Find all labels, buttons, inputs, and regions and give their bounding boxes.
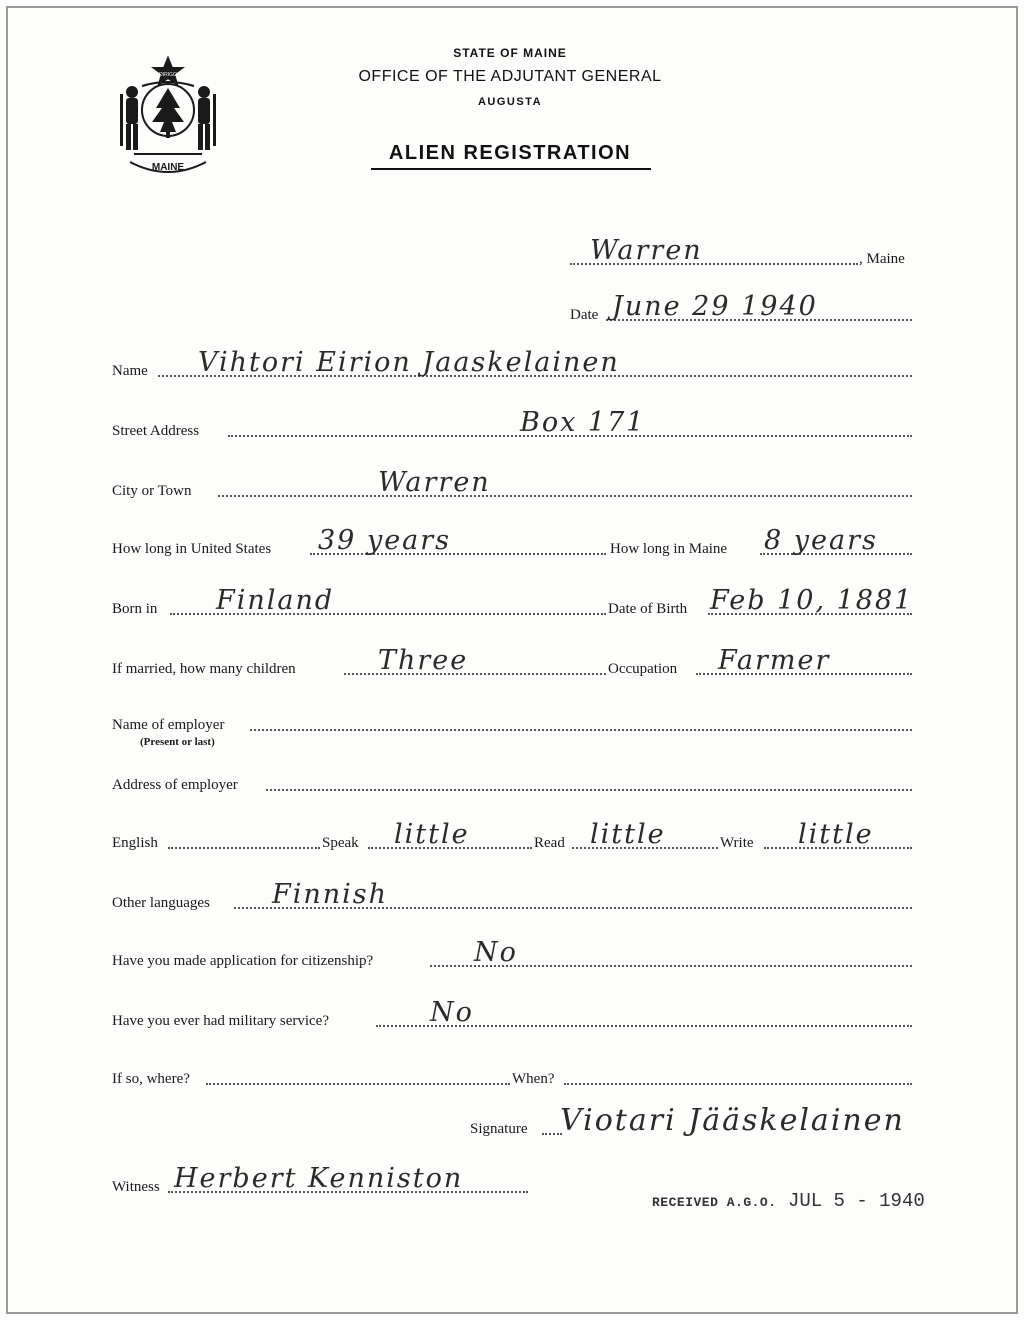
write-label: Write (720, 835, 754, 851)
city-row (112, 460, 912, 500)
residence-row (112, 518, 912, 558)
header-city: AUGUSTA (477, 96, 543, 108)
when-line (564, 1083, 912, 1085)
seal-banner-text: MAINE (151, 162, 185, 173)
born-value: Finland (216, 585, 335, 616)
us-duration-value: 39 years (318, 525, 452, 556)
signature-label: Signature (470, 1121, 528, 1137)
received-stamp (652, 1190, 925, 1212)
name-value: Vihtori Eirion Jaaskelainen (198, 347, 620, 378)
us-duration-label: How long in United States (112, 541, 272, 557)
employer-address-row (112, 754, 912, 794)
family-row (112, 638, 912, 678)
service-where-row (112, 1048, 912, 1088)
city-label: City or Town (112, 483, 192, 499)
street-value: Box 171 (520, 407, 646, 438)
witness-value: Herbert Kenniston (174, 1163, 464, 1194)
children-value: Three (378, 645, 469, 676)
military-value: No (430, 997, 474, 1028)
where-label: If so, where? (112, 1071, 190, 1087)
read-value: little (590, 819, 666, 850)
employer-sublabel: (Present or last) (140, 736, 215, 748)
english-row (112, 812, 912, 852)
date-label: Date (570, 307, 599, 323)
witness-label: Witness (112, 1179, 160, 1195)
employer-row (112, 694, 912, 748)
stamp-prefix: RECEIVED A.G.O. (652, 1195, 777, 1210)
city-line (218, 495, 912, 497)
children-label: If married, how many children (112, 661, 296, 677)
maine-duration-label: How long in Maine (610, 541, 728, 557)
born-label: Born in (112, 601, 158, 617)
dob-value: Feb 10, 1881 (710, 585, 914, 616)
street-row (112, 400, 912, 440)
date-value: June 29 1940 (612, 291, 818, 322)
city-value: Warren (378, 467, 491, 498)
signature-row (112, 1098, 1024, 1138)
citizenship-label: Have you made application for citizenship? (112, 953, 374, 969)
speak-value: little (394, 819, 470, 850)
employer-label: Name of employer (112, 717, 225, 733)
maine-duration-value: 8 years (764, 525, 878, 556)
seal-star-text: DIRIGO (159, 72, 177, 78)
other-languages-label: Other languages (112, 895, 210, 911)
citizenship-row (112, 930, 912, 970)
header-office: OFFICE OF THE ADJUTANT GENERAL (358, 68, 662, 85)
employer-address-line (266, 789, 912, 791)
write-value: little (798, 819, 874, 850)
read-label: Read (534, 835, 565, 851)
header-state: STATE OF MAINE (453, 46, 567, 60)
name-label: Name (112, 363, 148, 379)
other-languages-row (112, 872, 912, 912)
military-row (112, 990, 912, 1030)
street-label: Street Address (112, 423, 200, 439)
place-value: Warren (590, 235, 703, 266)
state-of-maine-seal-icon (112, 56, 224, 180)
form-title: ALIEN REGISTRATION (388, 142, 632, 164)
title-underline (371, 168, 651, 170)
speak-label: Speak (322, 835, 359, 851)
place-suffix: , Maine (859, 251, 905, 267)
when-label: When? (512, 1071, 555, 1087)
employer-address-label: Address of employer (112, 777, 238, 793)
occupation-value: Farmer (718, 645, 831, 676)
stamp-date: JUL 5 - 1940 (787, 1190, 925, 1212)
english-line (168, 847, 320, 849)
dob-label: Date of Birth (608, 601, 688, 617)
birth-row (112, 578, 912, 618)
name-row (112, 340, 912, 380)
military-label: Have you ever had military service? (112, 1013, 329, 1029)
english-label: English (112, 835, 158, 851)
occupation-label: Occupation (608, 661, 678, 677)
date-row (112, 284, 912, 324)
where-line (206, 1083, 510, 1085)
signature-value: Viotari Jääskelainen (560, 1103, 905, 1138)
signature-line (542, 1133, 562, 1135)
other-languages-value: Finnish (272, 879, 389, 910)
citizenship-value: No (474, 937, 518, 968)
employer-line (250, 729, 912, 731)
place-row (112, 228, 912, 268)
